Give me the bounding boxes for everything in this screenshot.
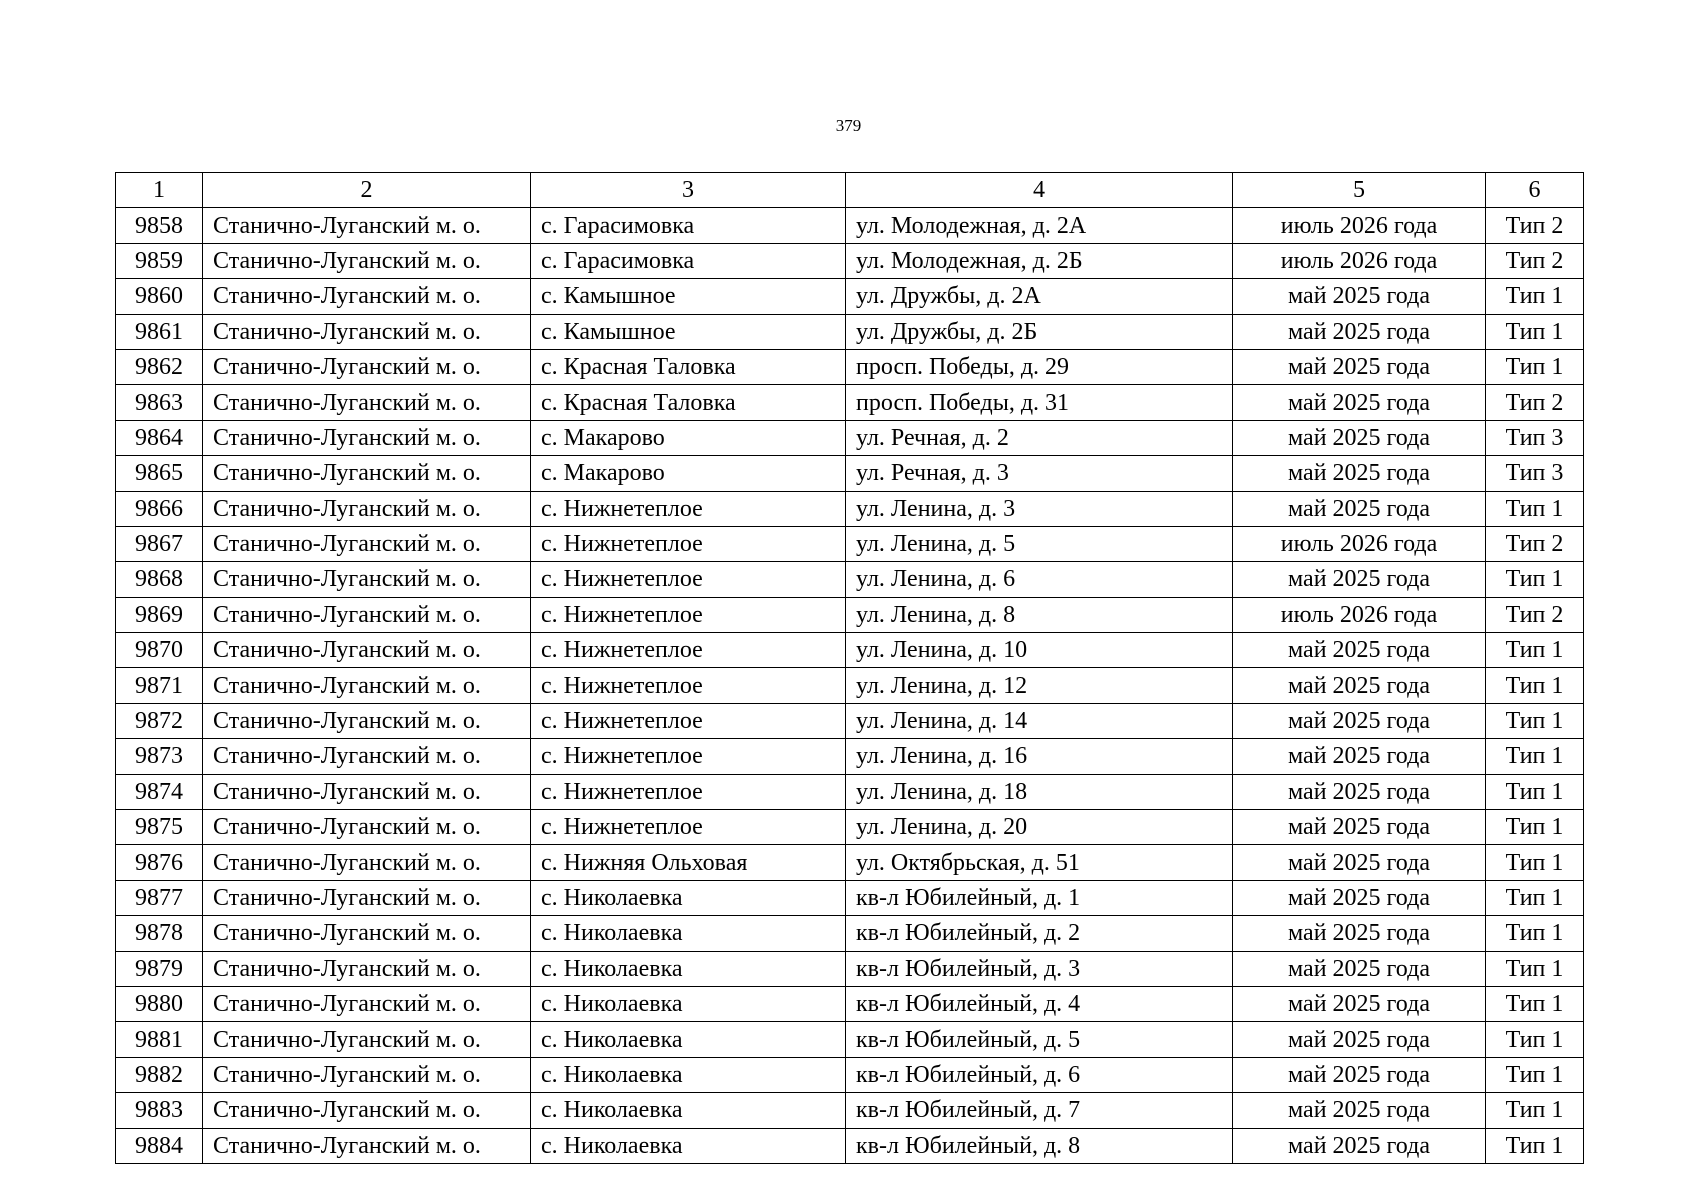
row-number-cell: 9873 [116,739,203,774]
date-cell: май 2025 года [1233,633,1486,668]
address-cell: кв-л Юбилейный, д. 4 [846,986,1233,1021]
row-number-cell: 9863 [116,385,203,420]
type-cell: Тип 3 [1486,456,1584,491]
date-cell: июль 2026 года [1233,208,1486,243]
locality-cell: с. Камышное [531,279,846,314]
date-cell: май 2025 года [1233,420,1486,455]
type-cell: Тип 1 [1486,703,1584,738]
address-cell: ул. Ленина, д. 14 [846,703,1233,738]
date-cell: май 2025 года [1233,1057,1486,1092]
date-cell: июль 2026 года [1233,597,1486,632]
row-number-cell: 9865 [116,456,203,491]
date-cell: июль 2026 года [1233,526,1486,561]
table-row [116,668,1584,703]
row-number-cell: 9879 [116,951,203,986]
address-cell: кв-л Юбилейный, д. 8 [846,1128,1233,1163]
table-row [116,314,1584,349]
table-row [116,703,1584,738]
locality-cell: с. Гарасимовка [531,243,846,278]
locality-cell: с. Нижнетеплое [531,739,846,774]
type-cell: Тип 1 [1486,880,1584,915]
district-cell: Станично-Луганский м. о. [203,243,531,278]
locality-cell: с. Макарово [531,420,846,455]
district-cell: Станично-Луганский м. о. [203,1022,531,1057]
table-row [116,774,1584,809]
row-number-cell: 9877 [116,880,203,915]
district-cell: Станично-Луганский м. о. [203,420,531,455]
district-cell: Станично-Луганский м. о. [203,597,531,632]
date-cell: май 2025 года [1233,491,1486,526]
date-cell: май 2025 года [1233,562,1486,597]
address-cell: кв-л Юбилейный, д. 5 [846,1022,1233,1057]
table-row [116,845,1584,880]
locality-cell: с. Нижнетеплое [531,668,846,703]
locality-cell: с. Нижнетеплое [531,562,846,597]
locality-cell: с. Николаевка [531,1022,846,1057]
type-cell: Тип 1 [1486,739,1584,774]
row-number-cell: 9883 [116,1093,203,1128]
district-cell: Станично-Луганский м. о. [203,208,531,243]
type-cell: Тип 1 [1486,279,1584,314]
date-cell: май 2025 года [1233,314,1486,349]
district-cell: Станично-Луганский м. о. [203,633,531,668]
district-cell: Станично-Луганский м. о. [203,668,531,703]
address-cell: ул. Ленина, д. 18 [846,774,1233,809]
row-number-cell: 9862 [116,349,203,384]
date-cell: май 2025 года [1233,880,1486,915]
address-cell: ул. Ленина, д. 16 [846,739,1233,774]
row-number-cell: 9859 [116,243,203,278]
district-cell: Станично-Луганский м. о. [203,810,531,845]
table-row [116,491,1584,526]
type-cell: Тип 1 [1486,1093,1584,1128]
table-row [116,916,1584,951]
locality-cell: с. Красная Таловка [531,385,846,420]
table-row [116,420,1584,455]
row-number-cell: 9867 [116,526,203,561]
row-number-cell: 9878 [116,916,203,951]
address-cell: кв-л Юбилейный, д. 2 [846,916,1233,951]
date-cell: май 2025 года [1233,279,1486,314]
district-cell: Станично-Луганский м. о. [203,456,531,491]
table-row [116,1057,1584,1092]
type-cell: Тип 1 [1486,349,1584,384]
page-number: 379 [835,116,862,135]
header-cell-5: 5 [1233,173,1486,208]
address-cell: ул. Ленина, д. 12 [846,668,1233,703]
row-number-cell: 9860 [116,279,203,314]
table-row [116,208,1584,243]
date-cell: май 2025 года [1233,1128,1486,1163]
table-row [116,385,1584,420]
district-cell: Станично-Луганский м. о. [203,279,531,314]
date-cell: май 2025 года [1233,810,1486,845]
locality-cell: с. Макарово [531,456,846,491]
type-cell: Тип 1 [1486,916,1584,951]
type-cell: Тип 1 [1486,633,1584,668]
locality-cell: с. Нижнетеплое [531,491,846,526]
table-row [116,597,1584,632]
district-cell: Станично-Луганский м. о. [203,1128,531,1163]
register-table [115,172,1584,1164]
date-cell: май 2025 года [1233,845,1486,880]
type-cell: Тип 1 [1486,491,1584,526]
table-row [116,633,1584,668]
address-cell: просп. Победы, д. 31 [846,385,1233,420]
type-cell: Тип 2 [1486,385,1584,420]
address-cell: кв-л Юбилейный, д. 6 [846,1057,1233,1092]
district-cell: Станично-Луганский м. о. [203,385,531,420]
address-cell: кв-л Юбилейный, д. 1 [846,880,1233,915]
locality-cell: с. Нижнетеплое [531,597,846,632]
type-cell: Тип 2 [1486,208,1584,243]
table-row [116,526,1584,561]
date-cell: май 2025 года [1233,1093,1486,1128]
row-number-cell: 9874 [116,774,203,809]
date-cell: май 2025 года [1233,385,1486,420]
table-row [116,279,1584,314]
locality-cell: с. Николаевка [531,1128,846,1163]
address-cell: ул. Дружбы, д. 2А [846,279,1233,314]
row-number-cell: 9858 [116,208,203,243]
header-cell-3: 3 [531,173,846,208]
row-number-cell: 9876 [116,845,203,880]
address-cell: ул. Молодежная, д. 2А [846,208,1233,243]
locality-cell: с. Нижнетеплое [531,810,846,845]
table-row [116,1022,1584,1057]
row-number-cell: 9880 [116,986,203,1021]
district-cell: Станично-Луганский м. о. [203,880,531,915]
table-row [116,1128,1584,1163]
district-cell: Станично-Луганский м. о. [203,1093,531,1128]
type-cell: Тип 1 [1486,562,1584,597]
table-body [116,208,1584,1164]
locality-cell: с. Николаевка [531,916,846,951]
locality-cell: с. Красная Таловка [531,349,846,384]
header-cell-4: 4 [846,173,1233,208]
table-header [116,173,1584,208]
address-cell: ул. Ленина, д. 3 [846,491,1233,526]
type-cell: Тип 2 [1486,597,1584,632]
type-cell: Тип 3 [1486,420,1584,455]
address-cell: ул. Ленина, д. 10 [846,633,1233,668]
type-cell: Тип 1 [1486,314,1584,349]
district-cell: Станично-Луганский м. о. [203,951,531,986]
locality-cell: с. Нижнетеплое [531,526,846,561]
row-number-cell: 9869 [116,597,203,632]
locality-cell: с. Гарасимовка [531,208,846,243]
row-number-cell: 9866 [116,491,203,526]
address-cell: ул. Ленина, д. 6 [846,562,1233,597]
type-cell: Тип 1 [1486,810,1584,845]
table-row [116,880,1584,915]
table-row [116,951,1584,986]
locality-cell: с. Нижнетеплое [531,703,846,738]
locality-cell: с. Николаевка [531,1057,846,1092]
header-row [116,173,1584,208]
type-cell: Тип 1 [1486,951,1584,986]
table-row [116,243,1584,278]
date-cell: май 2025 года [1233,739,1486,774]
district-cell: Станично-Луганский м. о. [203,314,531,349]
row-number-cell: 9872 [116,703,203,738]
locality-cell: с. Камышное [531,314,846,349]
date-cell: май 2025 года [1233,951,1486,986]
table-row [116,1093,1584,1128]
address-cell: просп. Победы, д. 29 [846,349,1233,384]
address-cell: ул. Речная, д. 3 [846,456,1233,491]
locality-cell: с. Николаевка [531,880,846,915]
table-row [116,810,1584,845]
date-cell: май 2025 года [1233,986,1486,1021]
date-cell: май 2025 года [1233,668,1486,703]
locality-cell: с. Николаевка [531,951,846,986]
address-cell: ул. Ленина, д. 8 [846,597,1233,632]
date-cell: май 2025 года [1233,456,1486,491]
district-cell: Станично-Луганский м. о. [203,349,531,384]
table-row [116,456,1584,491]
address-cell: кв-л Юбилейный, д. 3 [846,951,1233,986]
district-cell: Станично-Луганский м. о. [203,526,531,561]
address-cell: ул. Молодежная, д. 2Б [846,243,1233,278]
date-cell: май 2025 года [1233,774,1486,809]
address-cell: кв-л Юбилейный, д. 7 [846,1093,1233,1128]
locality-cell: с. Нижнетеплое [531,774,846,809]
row-number-cell: 9881 [116,1022,203,1057]
type-cell: Тип 1 [1486,1057,1584,1092]
type-cell: Тип 2 [1486,243,1584,278]
table-row [116,986,1584,1021]
locality-cell: с. Николаевка [531,1093,846,1128]
date-cell: май 2025 года [1233,916,1486,951]
type-cell: Тип 1 [1486,845,1584,880]
address-cell: ул. Речная, д. 2 [846,420,1233,455]
date-cell: май 2025 года [1233,1022,1486,1057]
header-cell-6: 6 [1486,173,1584,208]
address-cell: ул. Дружбы, д. 2Б [846,314,1233,349]
table-row [116,739,1584,774]
type-cell: Тип 1 [1486,1128,1584,1163]
header-cell-2: 2 [203,173,531,208]
district-cell: Станично-Луганский м. о. [203,703,531,738]
type-cell: Тип 1 [1486,668,1584,703]
district-cell: Станично-Луганский м. о. [203,916,531,951]
header-cell-1: 1 [116,173,203,208]
table-row [116,349,1584,384]
district-cell: Станично-Луганский м. о. [203,986,531,1021]
locality-cell: с. Николаевка [531,986,846,1021]
date-cell: май 2025 года [1233,703,1486,738]
row-number-cell: 9870 [116,633,203,668]
row-number-cell: 9868 [116,562,203,597]
row-number-cell: 9864 [116,420,203,455]
table-row [116,562,1584,597]
row-number-cell: 9882 [116,1057,203,1092]
district-cell: Станично-Луганский м. о. [203,491,531,526]
district-cell: Станично-Луганский м. о. [203,562,531,597]
row-number-cell: 9884 [116,1128,203,1163]
address-cell: ул. Ленина, д. 5 [846,526,1233,561]
date-cell: июль 2026 года [1233,243,1486,278]
locality-cell: с. Нижнетеплое [531,633,846,668]
type-cell: Тип 1 [1486,1022,1584,1057]
row-number-cell: 9861 [116,314,203,349]
type-cell: Тип 1 [1486,774,1584,809]
type-cell: Тип 2 [1486,526,1584,561]
district-cell: Станично-Луганский м. о. [203,774,531,809]
row-number-cell: 9875 [116,810,203,845]
district-cell: Станично-Луганский м. о. [203,1057,531,1092]
address-cell: ул. Ленина, д. 20 [846,810,1233,845]
address-cell: ул. Октябрьская, д. 51 [846,845,1233,880]
locality-cell: с. Нижняя Ольховая [531,845,846,880]
district-cell: Станично-Луганский м. о. [203,845,531,880]
row-number-cell: 9871 [116,668,203,703]
date-cell: май 2025 года [1233,349,1486,384]
district-cell: Станично-Луганский м. о. [203,739,531,774]
type-cell: Тип 1 [1486,986,1584,1021]
